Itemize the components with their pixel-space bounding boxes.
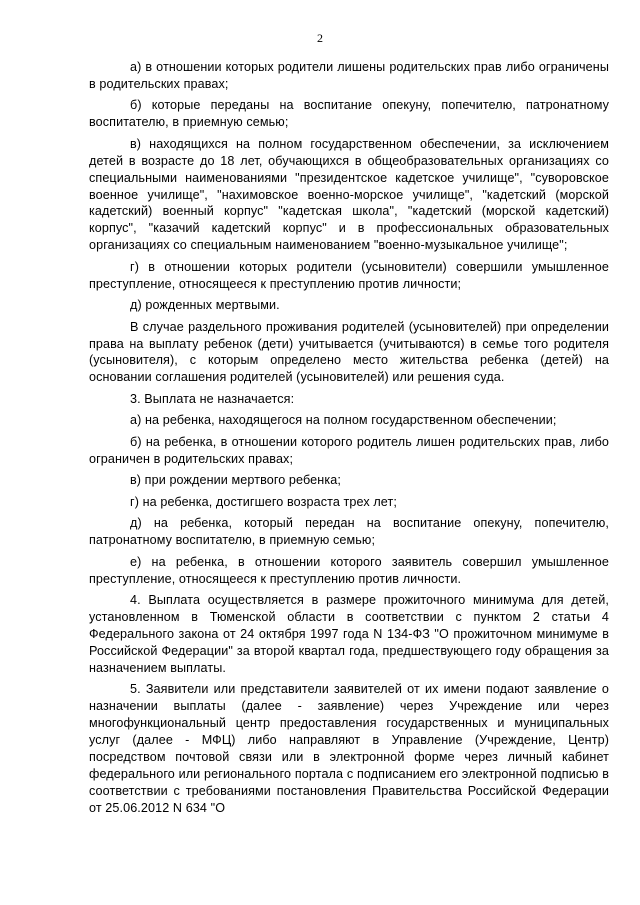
section-3-item-d: д) на ребенка, который передан на воспитание опекуну, попечителю, патронатному воспитателю, в приемную семью; <box>89 516 609 548</box>
section-3-item-a: а) на ребенка, находящегося на полном государственном обеспечении; <box>130 413 557 428</box>
section-4-payment-amount: 4. Выплата осуществляется в размере прожиточного минимума для детей, установленном в Тюменской области в соответствии с пунктом 2 статьи 4 Федерального закона от 24 октября 1997 года N 134-ФЗ "О прожиточном минимуме в Российской Федерации" за второй квартал года, предшествующего году обращения за назначением выплаты. <box>89 593 609 675</box>
paragraph-b-guardianship: б) которые переданы на воспитание опекуну, попечителю, патронатному воспитателю, в приемную семью; <box>89 98 609 130</box>
section-3-item-g: г) на ребенка, достигшего возраста трех лет; <box>130 494 397 509</box>
section-5-application: 5. Заявители или представители заявителей от их имени подают заявление о назначении выплаты (далее - заявление) через Учреждение или через многофункциональный центр предоставления государственных и муниципальных услуг (далее - МФЦ) либо направляют в Управление (Учреждение, Центр) посредством почтовой связи или в электронной форме через личный кабинет федерального или регионального портала с подписанием его электронной подписью в соответствии с требованиями постановления Правительства Российской Федерации от 25.06.2012 N 634 "О <box>89 682 609 815</box>
paragraph-v-state-support: в) находящихся на полном государственном обеспечении, за исключением детей в возрасте до 18 лет, обучающихся в общеобразовательных организациях со специальными наименованиями "президентское кадетское училище", "суворовское военное училище", "нахимовское военно-морское училище", "кадетский (морской кадетский) военный корпус" "кадетская школа", "кадетский (морской кадетский) корпус", "казачий кадетский корпус" и в профессиональных образовательных организациях со специальным наименованием "военно-музыкальное училище"; <box>89 136 609 253</box>
section-3-item-e: е) на ребенка, в отношении которого заявитель совершил умышленное преступление, относящееся к преступлению против личности. <box>89 554 609 586</box>
paragraph-separate-residence: В случае раздельного проживания родителей (усыновителей) при определении права на выплату ребенок (дети) учитывается (учитываются) в семье того родителя (усыновителя), с которым определено место жительства ребенка (детей) на основании соглашения родителей (усыновителей) или решения суда. <box>89 319 609 385</box>
paragraph-d-stillborn: д) рожденных мертвыми. <box>130 298 280 313</box>
paragraph-a-deprived-rights: а) в отношении которых родители лишены родительских прав либо ограничены в родительских правах; <box>89 60 609 91</box>
section-3-item-v: в) при рождении мертвого ребенка; <box>130 473 341 488</box>
page-number: 2 <box>317 31 323 45</box>
document-body <box>89 59 609 821</box>
section-3-item-b: б) на ребенка, в отношении которого родитель лишен родительских прав, либо ограничен в родительских правах; <box>89 434 609 466</box>
paragraph-g-crime: г) в отношении которых родители (усыновители) совершили умышленное преступление, относящееся к преступлению против личности; <box>89 259 609 291</box>
section-3-heading: 3. Выплата не назначается: <box>130 391 295 406</box>
